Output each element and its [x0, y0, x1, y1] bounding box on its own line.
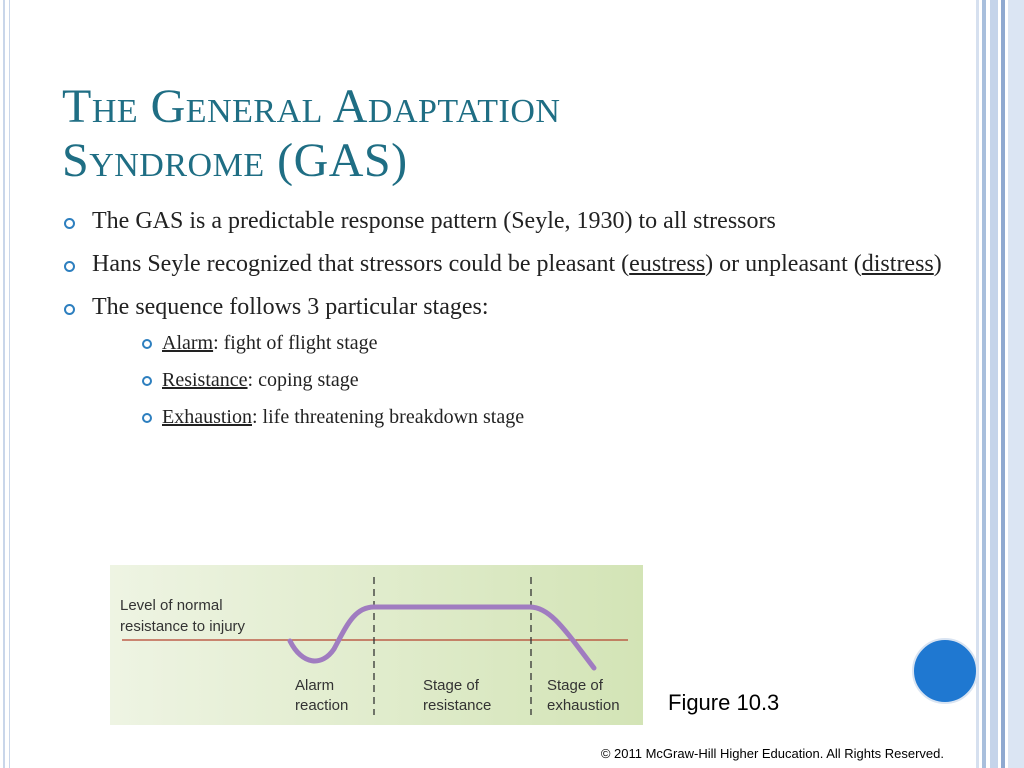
bullet-text: Hans Seyle recognized that stressors could be pleasant ( [92, 251, 630, 277]
bullet-text: The sequence follows 3 particular stages: [92, 294, 489, 320]
term-eustress: eustress [629, 251, 706, 277]
right-border-stripe [982, 0, 986, 768]
figure-caption: Figure 10.3 [668, 690, 780, 715]
bullet-item [62, 205, 962, 238]
sub-bullet-item [142, 404, 962, 431]
sub-bullet-item [142, 367, 962, 394]
left-border-line [3, 0, 5, 768]
decorative-circle-icon [912, 638, 978, 704]
bullet-circle-icon [64, 218, 75, 229]
slide-title [62, 80, 882, 188]
title-line: Syndrome (GAS) [62, 134, 408, 187]
stage-label: exhaustion [547, 697, 620, 714]
stage-label: Stage of [547, 677, 603, 694]
title-line: The General Adaptation [62, 80, 561, 133]
left-border-line [9, 0, 10, 768]
bullet-circle-icon [142, 339, 152, 349]
bullet-item [62, 248, 962, 281]
bullet-circle-icon [142, 376, 152, 386]
bullet-circle-icon [64, 261, 75, 272]
stage-label: resistance [423, 697, 492, 714]
bullet-text: ) [933, 251, 942, 277]
bullet-list [62, 205, 962, 441]
stage-term: Exhaustion [162, 406, 252, 428]
stage-desc: : fight of flight stage [213, 332, 378, 354]
stage-term: Resistance [162, 369, 248, 391]
copyright-notice: © 2011 McGraw-Hill Higher Education. All Rights Reserved. [600, 746, 944, 761]
level-label: resistance to injury [120, 618, 246, 635]
bullet-item [62, 291, 962, 324]
right-border-stripe [1008, 0, 1024, 768]
stage-label: Alarm [295, 677, 335, 694]
stage-label: reaction [295, 697, 349, 714]
level-label: Level of normal [120, 597, 223, 614]
right-border-stripe [1001, 0, 1005, 768]
bullet-circle-icon [64, 304, 75, 315]
right-border-stripe [990, 0, 998, 768]
bullet-text: ) or unpleasant ( [705, 251, 862, 277]
term-distress: distress [861, 251, 934, 277]
right-border-stripe [976, 0, 979, 768]
bullet-text: The GAS is a predictable response pattern (Seyle, 1930) to all stressors [92, 208, 776, 234]
stage-label: Stage of [423, 677, 479, 694]
stage-desc: : life threatening breakdown stage [252, 406, 525, 428]
gas-figure [110, 565, 643, 725]
sub-bullet-item [142, 330, 962, 357]
bullet-circle-icon [142, 413, 152, 423]
stage-desc: : coping stage [247, 369, 359, 391]
stage-term: Alarm [162, 332, 214, 354]
